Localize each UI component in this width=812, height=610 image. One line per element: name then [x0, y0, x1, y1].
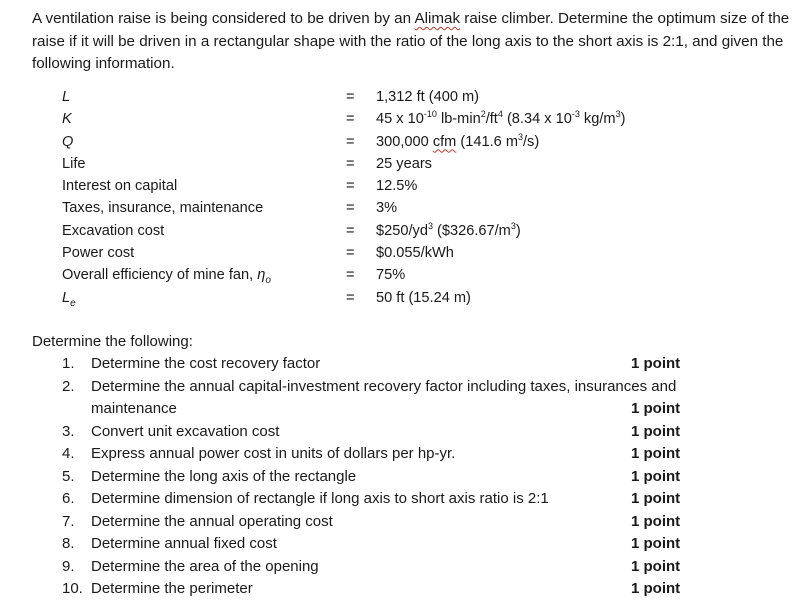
task-points: 1 point	[631, 557, 681, 575]
task-number: 7.	[62, 512, 75, 530]
equals-sign: =	[346, 267, 355, 284]
param-label-K: K	[62, 111, 72, 128]
task-text: Determine the long axis of the rectangle	[91, 467, 357, 485]
task-points: 1 point	[631, 422, 681, 440]
task-points: 1 point	[631, 490, 681, 507]
task-text: Determine the perimeter	[91, 580, 253, 597]
param-label-excavation: Excavation cost	[62, 222, 165, 239]
eta-symbol: $\eta_o$	[257, 267, 271, 287]
equals-sign: =	[346, 111, 355, 128]
param-value-excavation: $\$250/yd^3$ $(\$326.67/m^3)$	[376, 220, 521, 239]
task-text: Determine the annual operating cost	[91, 512, 333, 530]
task-item	[62, 353, 782, 376]
task-points: 1 point	[631, 580, 681, 597]
task-item	[62, 556, 782, 579]
equals-sign: =	[346, 200, 355, 217]
task-text: Express annual power cost in units of dollars per hp-yr.	[91, 445, 456, 462]
task-points: 1 point	[631, 445, 681, 462]
task-number: 10.	[62, 580, 83, 597]
param-row-L	[62, 86, 782, 108]
task-points: 1 point	[631, 535, 681, 552]
task-text: Convert unit excavation cost	[91, 422, 280, 440]
task-item	[62, 466, 782, 489]
param-label-taxes: Taxes, insurance, maintenance	[62, 200, 264, 217]
param-row-efficiency	[62, 264, 782, 286]
equals-sign: =	[346, 245, 355, 262]
param-row-life	[62, 153, 782, 175]
param-value-taxes: 3%	[376, 200, 398, 217]
task-text: Determine annual fixed cost	[91, 535, 277, 552]
alimak-word: Alimak	[414, 10, 461, 27]
task-item	[62, 533, 782, 556]
equals-sign: =	[346, 178, 355, 195]
task-points: 1 point	[631, 467, 681, 485]
task-text: Determine the area of the opening	[91, 557, 319, 575]
task-number: 1.	[62, 355, 75, 372]
task-number: 3.	[62, 422, 75, 440]
task-text: maintenance	[91, 400, 177, 417]
param-label-efficiency: Overall efficiency of mine fan, $\eta_o$	[62, 267, 271, 287]
param-value-life: 25 years	[376, 155, 432, 172]
param-label-power: Power cost	[62, 245, 135, 262]
param-row-K	[62, 108, 782, 130]
param-value-Le: 50 ft (15.24 m)	[376, 289, 471, 306]
equals-sign: =	[346, 89, 355, 105]
problem-statement	[32, 8, 807, 76]
param-row-interest	[62, 175, 782, 197]
task-list	[62, 353, 782, 601]
equals-sign: =	[346, 289, 355, 306]
task-item	[62, 578, 782, 601]
param-row-Q	[62, 131, 782, 153]
task-number: 4.	[62, 445, 75, 462]
task-points: 1 point	[631, 400, 681, 417]
param-label-interest: Interest on capital	[62, 178, 178, 195]
equals-sign: =	[346, 155, 355, 172]
param-value-interest: 12.5%	[376, 178, 418, 195]
task-text: Determine the cost recovery factor	[91, 355, 321, 372]
given-parameters	[62, 86, 782, 309]
param-value-L: 1,312 ft (400 m)	[376, 89, 480, 105]
task-number: 6.	[62, 490, 75, 507]
task-item-continuation	[62, 398, 782, 421]
task-item	[62, 421, 782, 444]
task-points: 1 point	[631, 355, 681, 372]
task-number: 5.	[62, 467, 75, 485]
param-row-power	[62, 242, 782, 264]
task-number: 8.	[62, 535, 75, 552]
param-value-power: $0.055/kWh	[376, 245, 454, 262]
param-label-Le: $L_e$	[62, 289, 76, 309]
task-number: 9.	[62, 557, 75, 575]
tasks-heading: Determine the following:	[32, 333, 193, 350]
equals-sign: =	[346, 222, 355, 239]
intro-text-1: A ventilation raise is being considered to be driven by an	[32, 10, 415, 27]
param-value-efficiency: 75%	[376, 267, 406, 284]
task-item	[62, 511, 782, 534]
param-value-Q: 300,000 cfm (141.6 $m^3/s$)	[376, 131, 540, 150]
param-row-Le	[62, 287, 782, 309]
task-points: 1 point	[631, 512, 681, 530]
task-number: 2.	[62, 377, 75, 395]
task-text: Determine the annual capital-investment recovery factor including taxes, insurances and	[91, 377, 677, 395]
intro-text-2: raise climber. Determine the optimum size of the raise if it will be driven in a rectangular shape with the ratio of the long axis to the short axis is 2:1, and given the following information.	[32, 10, 790, 72]
cfm-word: cfm	[432, 133, 457, 150]
param-value-K: 45 x $10^{-10}$ $lb-\min^2/ft^4$ (8.34 x $10^{-3}$ $kg/m^3$)	[376, 109, 626, 128]
task-item	[62, 488, 782, 511]
task-item	[62, 376, 782, 399]
equals-sign: =	[346, 133, 355, 150]
param-label-life: Life	[62, 155, 86, 172]
param-label-L: L	[62, 89, 71, 105]
param-row-excavation	[62, 220, 782, 242]
task-item	[62, 443, 782, 466]
task-text: Determine dimension of rectangle if long axis to short axis ratio is 2:1	[91, 490, 549, 507]
param-label-Q: Q	[62, 133, 74, 150]
param-row-taxes	[62, 197, 782, 219]
